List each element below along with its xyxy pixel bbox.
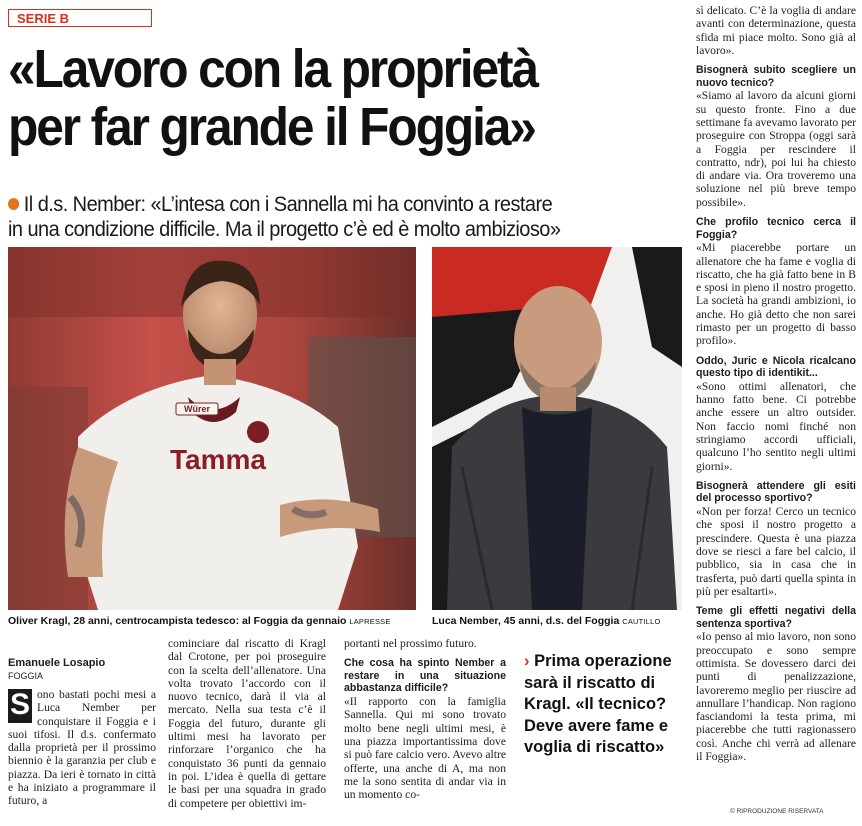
caption-text: Oliver Kragl, 28 anni, centrocampista tedesco: al Foggia da gennaio <box>8 615 347 627</box>
article-column-1 <box>8 688 156 808</box>
paragraph: cominciare dal riscatto di Kragl dal Crotone, per poi proseguire con la scelta dell’allenatore. Una volta trovato l’accordo con il nuovo tecnico, darà il via al mercato. Nella sua testa c’è il Foggia del futuro, durante gli ultimi mesi ha lavorato per rinforzare l’organico che ha conquistato 36 punti da gennaio in poi. L’idea è quella di gettare le basi per una squadra in grado di competere per obiettivi im- <box>168 637 326 810</box>
paragraph: ono bastati pochi mesi a Luca Nember per conquistare il Foggia e i suoi tifosi. Il d.s. confermato dalla proprietà per il prossimo biennio è la garanzia per club e piazza. Da ieri è tornato in città e ha iniziato a programmare il futuro, a <box>8 688 156 808</box>
copyright-notice: © RIPRODUZIONE RISERVATA <box>730 808 824 815</box>
interview-answer: «Io penso al mio lavoro, non sono preoccupato e sono sempre ottimista. Se dovessero darci dei punti di penalizzazione, lavoreremo meglio per riuscire ad annullare l’handicap. Non ragiono fasciandomi la testa prima, mi piacerebbe che tutti ragionassero così. Anche chi verrà ad allenare il Foggia». <box>696 630 856 763</box>
paragraph: sì delicato. C’è la voglia di andare avanti con determinazione, questa sfida mi piace molto. Sono già al lavoro». <box>696 4 856 57</box>
article-column-3 <box>344 637 506 801</box>
interview-question: Oddo, Juric e Nicola ricalcano questo tipo di identikit... <box>696 354 856 380</box>
kragl-photo-illustration <box>8 247 416 610</box>
dateline-city: FOGGIA <box>8 671 44 681</box>
nember-photo-illustration <box>432 247 682 610</box>
interview-answer: «Il rapporto con la famiglia Sannella. Qui mi sono trovato molto bene negli ultimi mesi, è una piazza importantissima dove si può fare calcio vero. Avevo altre offerte, una anche di A, ma non me la sono sentita di andar via in un momento co- <box>344 695 506 802</box>
drop-cap: S <box>9 688 30 721</box>
byline-author: Emanuele Losapio <box>8 657 106 669</box>
subheadline <box>8 192 650 242</box>
pull-quote <box>524 651 684 759</box>
photo-credit: LAPRESSE <box>349 617 391 626</box>
photo-caption-nember <box>432 615 661 627</box>
interview-answer: «Siamo al lavoro da alcuni giorni su questo fronte. Fino a due settimane fa avevamo lavorato per proseguire con Stroppa (oggi sarà a Foggia per rescindere il contratto, ndr), poi lui ha chiesto di andare via. Ora troveremo una soluzione nel più breve tempo possibile». <box>696 89 856 209</box>
paragraph: portanti nel prossimo futuro. <box>344 637 477 650</box>
section-label: SERIE B <box>8 9 152 27</box>
interview-answer: «Sono ottimi allenatori, che hanno fatto bene. Ci potrebbe anche essere un altro outsider. Non faccio nomi finché non stringiamo accordi ufficiali, qualcuno l’ho sentito negli ultimi giorni». <box>696 379 856 473</box>
photo-nember <box>432 247 682 610</box>
interview-answer: «Non per forza! Cerco un tecnico che sposi il nostro progetto a prescindere. Questa è una piazza dove se riesci a fare bel calcio, il pubblico, sia in casa che in trasferta, può darti quella spinta in più per esaltarti». <box>696 505 856 598</box>
interview-question: Che profilo tecnico cerca il Foggia? <box>696 216 856 241</box>
caption-text: Luca Nember, 45 anni, d.s. del Foggia <box>432 615 620 627</box>
shirt-sponsor: Tamma <box>170 444 266 475</box>
article-column-2 <box>168 637 326 810</box>
subhead-line-1: Il d.s. Nember: «L’intesa con i Sannella mi ha convinto a restare <box>23 192 553 216</box>
pull-quote-text: Prima operazione sarà il riscatto di Kragl. «Il tecnico? Deve avere fame e voglia di riscatto» <box>524 652 672 756</box>
interview-question: Che cosa ha spinto Nember a restare in una situazione abbastanza difficile? <box>344 657 506 695</box>
photo-caption-kragl <box>8 615 391 627</box>
interview-question: Bisognerà attendere gli esiti del processo sportivo? <box>696 479 856 505</box>
headline-line-2: per far grande il Foggia» <box>8 97 535 157</box>
chevron-icon: › <box>524 652 530 670</box>
interview-answer: «Mi piacerebbe portare un allenatore che ha fame e voglia di riscatto, che ha già fatto bene in B e sposi in pieno il nostro progetto. La società ha grandi ambizioni, io anche. Ho già detto che non sarei rimasto per un progetto di basso profilo». <box>696 241 856 348</box>
photo-kragl <box>8 247 416 610</box>
shirt-brand: Würer <box>183 404 211 414</box>
interview-question: Teme gli effetti negativi della sentenza sportiva? <box>696 605 856 630</box>
interview-question: Bisognerà subito scegliere un nuovo tecnico? <box>696 64 856 89</box>
photo-credit: CAUTILLO <box>622 617 661 626</box>
bullet-icon <box>8 198 19 210</box>
headline <box>8 40 643 156</box>
headline-line-1: «Lavoro con la proprietà <box>8 39 537 99</box>
article-column-4 <box>696 4 856 763</box>
subhead-line-2: in una condizione difficile. Ma il progetto c’è ed è molto ambizioso» <box>8 217 561 241</box>
